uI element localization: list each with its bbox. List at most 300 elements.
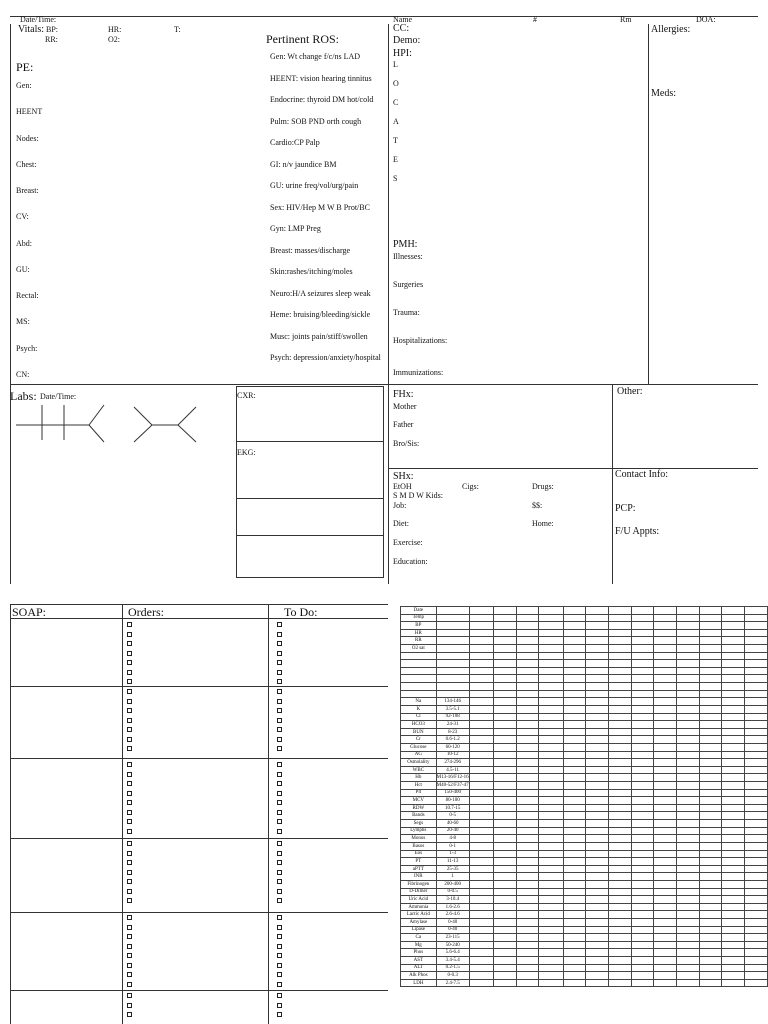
lab-value-cell[interactable] (586, 622, 609, 630)
lab-value-cell[interactable] (722, 842, 745, 850)
lab-value-cell[interactable] (608, 667, 631, 675)
lab-value-cell[interactable] (539, 804, 563, 812)
lab-value-cell[interactable] (631, 622, 654, 630)
lab-value-cell[interactable] (563, 629, 586, 637)
lab-value-cell[interactable] (493, 827, 516, 835)
lab-value-cell[interactable] (516, 743, 539, 751)
order-checkbox[interactable] (127, 953, 132, 958)
lab-value-cell[interactable] (469, 827, 493, 835)
lab-value-cell[interactable] (745, 820, 768, 828)
lab-value-cell[interactable] (516, 918, 539, 926)
lab-value-cell[interactable] (516, 827, 539, 835)
lab-value-cell[interactable] (745, 721, 768, 729)
lab-value-cell[interactable] (631, 911, 654, 919)
lab-value-cell[interactable] (516, 614, 539, 622)
lab-value-cell[interactable] (586, 926, 609, 934)
lab-value-cell[interactable] (563, 614, 586, 622)
lab-value-cell[interactable] (677, 645, 700, 653)
lab-value-cell[interactable] (608, 622, 631, 630)
lab-value-cell[interactable] (469, 979, 493, 987)
lab-value-cell[interactable] (677, 736, 700, 744)
lab-value-cell[interactable] (722, 812, 745, 820)
lab-value-cell[interactable] (539, 812, 563, 820)
lab-value-cell[interactable] (539, 957, 563, 965)
lab-value-cell[interactable] (745, 713, 768, 721)
lab-value-cell[interactable] (677, 858, 700, 866)
lab-value-cell[interactable] (539, 949, 563, 957)
todo-checkbox[interactable] (277, 925, 282, 930)
lab-value-cell[interactable] (586, 903, 609, 911)
lab-value-cell[interactable] (699, 622, 722, 630)
lab-value-cell[interactable] (563, 782, 586, 790)
lab-value-cell[interactable] (722, 614, 745, 622)
lab-value-cell[interactable] (493, 652, 516, 660)
lab-value-cell[interactable] (563, 675, 586, 683)
lab-value-cell[interactable] (516, 721, 539, 729)
lab-value-cell[interactable] (539, 926, 563, 934)
lab-value-cell[interactable] (469, 705, 493, 713)
order-checkbox[interactable] (127, 963, 132, 968)
order-checkbox[interactable] (127, 622, 132, 627)
lab-value-cell[interactable] (469, 789, 493, 797)
todo-checkbox[interactable] (277, 622, 282, 627)
lab-value-cell[interactable] (677, 972, 700, 980)
lab-value-cell[interactable] (654, 903, 677, 911)
lab-value-cell[interactable] (563, 766, 586, 774)
lab-value-cell[interactable] (654, 812, 677, 820)
lab-value-cell[interactable] (699, 918, 722, 926)
lab-value-cell[interactable] (586, 888, 609, 896)
lab-value-cell[interactable] (469, 652, 493, 660)
lab-value-cell[interactable] (469, 873, 493, 881)
lab-value-cell[interactable] (608, 934, 631, 942)
order-checkbox[interactable] (127, 772, 132, 777)
lab-value-cell[interactable] (631, 903, 654, 911)
lab-value-cell[interactable] (539, 858, 563, 866)
lab-value-cell[interactable] (539, 896, 563, 904)
lab-value-cell[interactable] (469, 629, 493, 637)
lab-value-cell[interactable] (745, 698, 768, 706)
lab-value-cell[interactable] (493, 705, 516, 713)
todo-checkbox[interactable] (277, 699, 282, 704)
lab-value-cell[interactable] (699, 698, 722, 706)
lab-value-cell[interactable] (493, 645, 516, 653)
order-checkbox[interactable] (127, 746, 132, 751)
lab-value-cell[interactable] (469, 782, 493, 790)
lab-value-cell[interactable] (539, 607, 563, 615)
lab-value-cell[interactable] (631, 721, 654, 729)
lab-value-cell[interactable] (493, 759, 516, 767)
order-checkbox[interactable] (127, 1012, 132, 1017)
lab-value-cell[interactable] (608, 873, 631, 881)
lab-value-cell[interactable] (493, 812, 516, 820)
todo-checkbox[interactable] (277, 737, 282, 742)
lab-value-cell[interactable] (586, 698, 609, 706)
todo-checkbox[interactable] (277, 879, 282, 884)
lab-value-cell[interactable] (493, 789, 516, 797)
lab-value-cell[interactable] (469, 896, 493, 904)
lab-value-cell[interactable] (586, 858, 609, 866)
todo-checkbox[interactable] (277, 944, 282, 949)
lab-value-cell[interactable] (699, 705, 722, 713)
lab-value-cell[interactable] (563, 850, 586, 858)
lab-value-cell[interactable] (586, 675, 609, 683)
lab-value-cell[interactable] (722, 782, 745, 790)
lab-value-cell[interactable] (631, 858, 654, 866)
lab-value-cell[interactable] (631, 728, 654, 736)
lab-value-cell[interactable] (563, 713, 586, 721)
lab-value-cell[interactable] (539, 698, 563, 706)
todo-checkbox[interactable] (277, 1012, 282, 1017)
lab-value-cell[interactable] (677, 880, 700, 888)
lab-value-cell[interactable] (563, 858, 586, 866)
lab-value-cell[interactable] (677, 911, 700, 919)
lab-value-cell[interactable] (608, 675, 631, 683)
lab-value-cell[interactable] (586, 789, 609, 797)
lab-value-cell[interactable] (677, 774, 700, 782)
lab-value-cell[interactable] (722, 972, 745, 980)
lab-value-cell[interactable] (745, 934, 768, 942)
lab-value-cell[interactable] (563, 645, 586, 653)
lab-value-cell[interactable] (722, 903, 745, 911)
lab-value-cell[interactable] (469, 972, 493, 980)
lab-value-cell[interactable] (699, 690, 722, 698)
lab-value-cell[interactable] (469, 835, 493, 843)
lab-value-cell[interactable] (493, 804, 516, 812)
lab-value-cell[interactable] (677, 949, 700, 957)
lab-value-cell[interactable] (563, 926, 586, 934)
lab-value-cell[interactable] (745, 835, 768, 843)
lab-value-cell[interactable] (677, 652, 700, 660)
order-checkbox[interactable] (127, 762, 132, 767)
lab-value-cell[interactable] (722, 766, 745, 774)
todo-checkbox[interactable] (277, 670, 282, 675)
lab-value-cell[interactable] (699, 774, 722, 782)
lab-value-cell[interactable] (722, 667, 745, 675)
lab-value-cell[interactable] (493, 850, 516, 858)
lab-value-cell[interactable] (586, 607, 609, 615)
lab-value-cell[interactable] (654, 721, 677, 729)
lab-value-cell[interactable] (586, 743, 609, 751)
lab-value-cell[interactable] (516, 683, 539, 691)
lab-value-cell[interactable] (631, 667, 654, 675)
lab-value-cell[interactable] (563, 934, 586, 942)
order-checkbox[interactable] (127, 679, 132, 684)
lab-value-cell[interactable] (493, 614, 516, 622)
lab-value-cell[interactable] (608, 713, 631, 721)
lab-value-cell[interactable] (699, 903, 722, 911)
lab-value-cell[interactable] (539, 842, 563, 850)
lab-value-cell[interactable] (654, 766, 677, 774)
todo-checkbox[interactable] (277, 718, 282, 723)
lab-value-cell[interactable] (722, 873, 745, 881)
lab-value-cell[interactable] (586, 614, 609, 622)
lab-value-cell[interactable] (677, 607, 700, 615)
lab-value-cell[interactable] (539, 782, 563, 790)
lab-value-cell[interactable] (699, 835, 722, 843)
lab-value-cell[interactable] (631, 607, 654, 615)
lab-value-cell[interactable] (516, 622, 539, 630)
lab-value-cell[interactable] (631, 888, 654, 896)
lab-value-cell[interactable] (539, 789, 563, 797)
lab-value-cell[interactable] (469, 637, 493, 645)
lab-value-cell[interactable] (539, 736, 563, 744)
lab-value-cell[interactable] (677, 690, 700, 698)
lab-value-cell[interactable] (722, 797, 745, 805)
lab-value-cell[interactable] (654, 842, 677, 850)
lab-value-cell[interactable] (654, 713, 677, 721)
lab-value-cell[interactable] (516, 926, 539, 934)
lab-value-cell[interactable] (699, 629, 722, 637)
order-checkbox[interactable] (127, 898, 132, 903)
lab-value-cell[interactable] (608, 797, 631, 805)
lab-value-cell[interactable] (563, 652, 586, 660)
lab-value-cell[interactable] (745, 607, 768, 615)
order-checkbox[interactable] (127, 934, 132, 939)
lab-value-cell[interactable] (631, 652, 654, 660)
lab-value-cell[interactable] (722, 865, 745, 873)
lab-value-cell[interactable] (677, 835, 700, 843)
lab-value-cell[interactable] (608, 926, 631, 934)
lab-value-cell[interactable] (745, 743, 768, 751)
lab-value-cell[interactable] (469, 667, 493, 675)
lab-value-cell[interactable] (516, 941, 539, 949)
lab-value-cell[interactable] (745, 736, 768, 744)
lab-value-cell[interactable] (677, 888, 700, 896)
lab-value-cell[interactable] (722, 850, 745, 858)
lab-value-cell[interactable] (586, 964, 609, 972)
lab-value-cell[interactable] (745, 941, 768, 949)
lab-value-cell[interactable] (699, 614, 722, 622)
todo-checkbox[interactable] (277, 851, 282, 856)
todo-checkbox[interactable] (277, 632, 282, 637)
lab-value-cell[interactable] (631, 934, 654, 942)
lab-value-cell[interactable] (493, 728, 516, 736)
lab-value-cell[interactable] (586, 645, 609, 653)
lab-value-cell[interactable] (699, 842, 722, 850)
lab-value-cell[interactable] (699, 964, 722, 972)
lab-value-cell[interactable] (745, 880, 768, 888)
lab-value-cell[interactable] (654, 637, 677, 645)
lab-value-cell[interactable] (677, 637, 700, 645)
lab-value-cell[interactable] (516, 979, 539, 987)
order-checkbox[interactable] (127, 708, 132, 713)
lab-value-cell[interactable] (586, 873, 609, 881)
lab-value-cell[interactable] (563, 880, 586, 888)
lab-value-cell[interactable] (516, 873, 539, 881)
lab-value-cell[interactable] (745, 949, 768, 957)
lab-value-cell[interactable] (654, 972, 677, 980)
lab-value-cell[interactable] (722, 949, 745, 957)
lab-value-cell[interactable] (677, 918, 700, 926)
lab-value-cell[interactable] (631, 804, 654, 812)
lab-value-cell[interactable] (699, 759, 722, 767)
lab-value-cell[interactable] (677, 782, 700, 790)
lab-value-cell[interactable] (699, 736, 722, 744)
lab-value-cell[interactable] (493, 607, 516, 615)
lab-value-cell[interactable] (493, 797, 516, 805)
lab-value-cell[interactable] (563, 979, 586, 987)
lab-value-cell[interactable] (469, 880, 493, 888)
lab-value-cell[interactable] (631, 698, 654, 706)
lab-value-cell[interactable] (586, 782, 609, 790)
lab-value-cell[interactable] (469, 820, 493, 828)
lab-value-cell[interactable] (677, 751, 700, 759)
order-checkbox[interactable] (127, 670, 132, 675)
lab-value-cell[interactable] (608, 979, 631, 987)
lab-value-cell[interactable] (586, 804, 609, 812)
lab-value-cell[interactable] (586, 827, 609, 835)
lab-value-cell[interactable] (539, 683, 563, 691)
lab-value-cell[interactable] (608, 896, 631, 904)
lab-value-cell[interactable] (608, 903, 631, 911)
lab-value-cell[interactable] (677, 842, 700, 850)
lab-value-cell[interactable] (469, 645, 493, 653)
lab-value-cell[interactable] (469, 690, 493, 698)
lab-value-cell[interactable] (539, 660, 563, 668)
lab-value-cell[interactable] (654, 880, 677, 888)
order-checkbox[interactable] (127, 660, 132, 665)
order-checkbox[interactable] (127, 925, 132, 930)
lab-value-cell[interactable] (745, 637, 768, 645)
lab-value-cell[interactable] (654, 941, 677, 949)
lab-value-cell[interactable] (563, 941, 586, 949)
order-checkbox[interactable] (127, 944, 132, 949)
lab-value-cell[interactable] (563, 743, 586, 751)
lab-value-cell[interactable] (654, 858, 677, 866)
lab-value-cell[interactable] (677, 660, 700, 668)
lab-value-cell[interactable] (631, 972, 654, 980)
todo-checkbox[interactable] (277, 963, 282, 968)
lab-value-cell[interactable] (745, 728, 768, 736)
lab-value-cell[interactable] (677, 713, 700, 721)
lab-value-cell[interactable] (586, 660, 609, 668)
lab-value-cell[interactable] (699, 804, 722, 812)
lab-value-cell[interactable] (654, 728, 677, 736)
lab-value-cell[interactable] (539, 629, 563, 637)
lab-value-cell[interactable] (654, 645, 677, 653)
lab-value-cell[interactable] (516, 797, 539, 805)
lab-value-cell[interactable] (745, 652, 768, 660)
lab-value-cell[interactable] (745, 957, 768, 965)
lab-value-cell[interactable] (563, 607, 586, 615)
lab-value-cell[interactable] (654, 926, 677, 934)
lab-value-cell[interactable] (586, 972, 609, 980)
lab-value-cell[interactable] (563, 820, 586, 828)
lab-value-cell[interactable] (699, 911, 722, 919)
todo-checkbox[interactable] (277, 898, 282, 903)
lab-value-cell[interactable] (563, 964, 586, 972)
lab-value-cell[interactable] (516, 949, 539, 957)
order-checkbox[interactable] (127, 819, 132, 824)
lab-value-cell[interactable] (469, 660, 493, 668)
lab-value-cell[interactable] (699, 667, 722, 675)
order-checkbox[interactable] (127, 982, 132, 987)
lab-value-cell[interactable] (722, 629, 745, 637)
lab-value-cell[interactable] (677, 789, 700, 797)
lab-value-cell[interactable] (493, 918, 516, 926)
lab-value-cell[interactable] (539, 903, 563, 911)
lab-value-cell[interactable] (677, 675, 700, 683)
lab-value-cell[interactable] (608, 911, 631, 919)
lab-value-cell[interactable] (745, 903, 768, 911)
lab-value-cell[interactable] (722, 964, 745, 972)
todo-checkbox[interactable] (277, 810, 282, 815)
lab-value-cell[interactable] (699, 850, 722, 858)
lab-value-cell[interactable] (563, 865, 586, 873)
lab-value-cell[interactable] (539, 827, 563, 835)
lab-value-cell[interactable] (586, 667, 609, 675)
lab-value-cell[interactable] (631, 766, 654, 774)
lab-value-cell[interactable] (677, 728, 700, 736)
lab-value-cell[interactable] (539, 721, 563, 729)
todo-checkbox[interactable] (277, 641, 282, 646)
lab-value-cell[interactable] (654, 918, 677, 926)
lab-value-cell[interactable] (745, 812, 768, 820)
lab-value-cell[interactable] (722, 721, 745, 729)
lab-value-cell[interactable] (654, 652, 677, 660)
lab-value-cell[interactable] (608, 690, 631, 698)
lab-value-cell[interactable] (493, 766, 516, 774)
lab-value-cell[interactable] (493, 957, 516, 965)
lab-value-cell[interactable] (631, 835, 654, 843)
lab-value-cell[interactable] (586, 637, 609, 645)
lab-value-cell[interactable] (563, 911, 586, 919)
todo-checkbox[interactable] (277, 800, 282, 805)
lab-value-cell[interactable] (469, 774, 493, 782)
lab-value-cell[interactable] (745, 751, 768, 759)
lab-value-cell[interactable] (539, 751, 563, 759)
order-checkbox[interactable] (127, 810, 132, 815)
lab-value-cell[interactable] (699, 941, 722, 949)
lab-value-cell[interactable] (631, 873, 654, 881)
lab-value-cell[interactable] (586, 842, 609, 850)
todo-checkbox[interactable] (277, 993, 282, 998)
order-checkbox[interactable] (127, 841, 132, 846)
lab-value-cell[interactable] (745, 789, 768, 797)
lab-value-cell[interactable] (469, 888, 493, 896)
lab-value-cell[interactable] (745, 804, 768, 812)
lab-value-cell[interactable] (469, 683, 493, 691)
lab-value-cell[interactable] (677, 903, 700, 911)
lab-value-cell[interactable] (586, 797, 609, 805)
lab-value-cell[interactable] (654, 804, 677, 812)
lab-value-cell[interactable] (654, 622, 677, 630)
lab-value-cell[interactable] (608, 759, 631, 767)
lab-value-cell[interactable] (516, 607, 539, 615)
lab-value-cell[interactable] (745, 972, 768, 980)
lab-value-cell[interactable] (699, 820, 722, 828)
todo-checkbox[interactable] (277, 841, 282, 846)
lab-value-cell[interactable] (469, 903, 493, 911)
lab-value-cell[interactable] (677, 629, 700, 637)
lab-value-cell[interactable] (563, 949, 586, 957)
order-checkbox[interactable] (127, 641, 132, 646)
lab-value-cell[interactable] (745, 918, 768, 926)
todo-checkbox[interactable] (277, 762, 282, 767)
lab-value-cell[interactable] (654, 964, 677, 972)
lab-value-cell[interactable] (631, 957, 654, 965)
lab-value-cell[interactable] (631, 941, 654, 949)
lab-value-cell[interactable] (608, 698, 631, 706)
lab-value-cell[interactable] (469, 728, 493, 736)
lab-value-cell[interactable] (586, 690, 609, 698)
lab-value-cell[interactable] (677, 850, 700, 858)
lab-value-cell[interactable] (654, 743, 677, 751)
lab-value-cell[interactable] (745, 782, 768, 790)
lab-value-cell[interactable] (539, 705, 563, 713)
lab-value-cell[interactable] (563, 721, 586, 729)
